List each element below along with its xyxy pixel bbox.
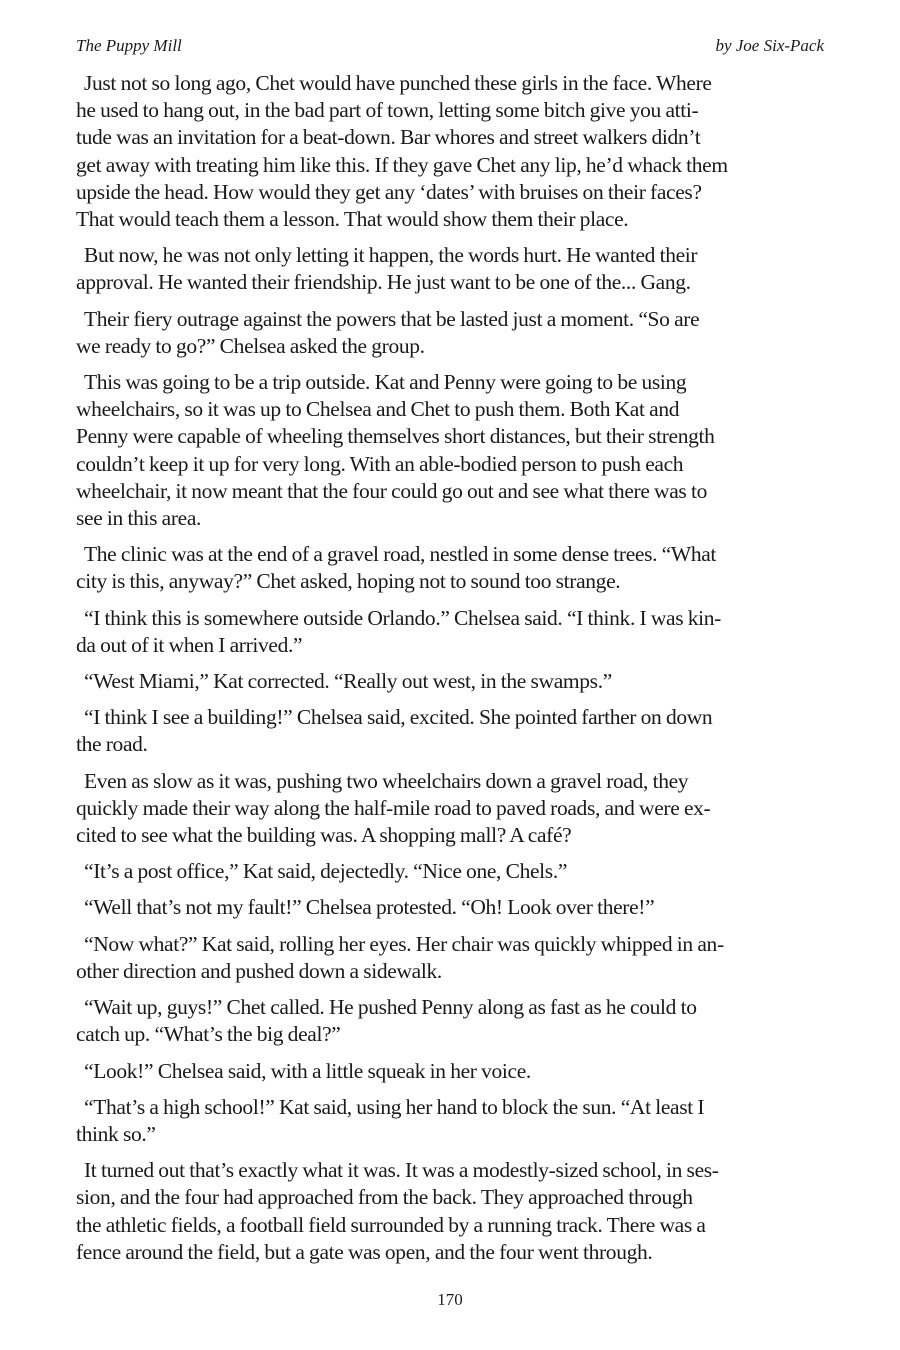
paragraph xyxy=(76,605,836,659)
text-line: the road. xyxy=(76,732,148,757)
text-line: Their fiery outrage against the powers that be lasted just a moment. “So are xyxy=(84,306,700,331)
text-line: “That’s a high school!” Kat said, using her hand to block the sun. “At least I xyxy=(84,1094,705,1119)
text-line: city is this, anyway?” Chet asked, hoping not to sound too strange. xyxy=(76,569,621,594)
text-line: the athletic fields, a football field surrounded by a running track. There was a xyxy=(76,1212,706,1237)
text-line: “Well that’s not my fault!” Chelsea protested. “Oh! Look over there!” xyxy=(84,895,655,920)
paragraph xyxy=(76,1094,836,1148)
paragraph xyxy=(76,858,836,885)
text-line: catch up. “What’s the big deal?” xyxy=(76,1022,341,1047)
text-line: wheelchairs, so it was up to Chelsea and Chet to push them. Both Kat and xyxy=(76,397,680,422)
text-line: other direction and pushed down a sidewalk. xyxy=(76,958,442,983)
paragraph xyxy=(76,668,836,695)
body-text xyxy=(76,70,836,1275)
page-number: 170 xyxy=(437,1290,463,1309)
text-line: “Wait up, guys!” Chet called. He pushed Penny along as fast as he could to xyxy=(84,995,697,1020)
text-line: we ready to go?” Chelsea asked the group. xyxy=(76,333,425,358)
text-line: sion, and the four had approached from the back. They approached through xyxy=(76,1185,693,1210)
text-line: wheelchair, it now meant that the four could go out and see what there was to xyxy=(76,478,707,503)
text-line: cited to see what the building was. A shopping mall? A café? xyxy=(76,823,572,848)
text-line: upside the head. How would they get any ‘dates’ with bruises on their faces? xyxy=(76,179,702,204)
book-author: by Joe Six-Pack xyxy=(715,36,824,55)
paragraph xyxy=(76,994,836,1048)
text-line: “Now what?” Kat said, rolling her eyes. Her chair was quickly whipped in an- xyxy=(84,931,724,956)
paragraph xyxy=(76,541,836,595)
text-line: “West Miami,” Kat corrected. “Really out west, in the swamps.” xyxy=(84,669,612,694)
text-line: But now, he was not only letting it happen, the words hurt. He wanted their xyxy=(84,243,698,268)
text-line: think so.” xyxy=(76,1121,156,1146)
paragraph xyxy=(76,70,836,233)
text-line: The clinic was at the end of a gravel road, nestled in some dense trees. “What xyxy=(84,542,717,567)
text-line: fence around the field, but a gate was open, and the four went through. xyxy=(76,1239,653,1264)
paragraph xyxy=(76,768,836,850)
text-line: That would teach them a lesson. That would show them their place. xyxy=(76,207,629,232)
paragraph xyxy=(76,369,836,532)
book-title: The Puppy Mill xyxy=(76,36,182,55)
text-line: “I think this is somewhere outside Orlando.” Chelsea said. “I think. I was kin- xyxy=(84,605,721,630)
text-line: “It’s a post office,” Kat said, dejectedly. “Nice one, Chels.” xyxy=(84,859,568,884)
text-line: he used to hang out, in the bad part of town, letting some bitch give you atti- xyxy=(76,98,699,123)
running-header xyxy=(76,36,824,60)
text-line: da out of it when I arrived.” xyxy=(76,632,303,657)
paragraph xyxy=(76,306,836,360)
text-line: Just not so long ago, Chet would have punched these girls in the face. Where xyxy=(84,71,712,95)
text-line: see in this area. xyxy=(76,506,202,531)
paragraph xyxy=(76,704,836,758)
text-line: “Look!” Chelsea said, with a little squeak in her voice. xyxy=(84,1058,531,1083)
paragraph xyxy=(76,1058,836,1085)
text-line: This was going to be a trip outside. Kat and Penny were going to be using xyxy=(84,370,687,395)
text-line: “I think I see a building!” Chelsea said, excited. She pointed farther on down xyxy=(84,705,713,730)
paragraph xyxy=(76,1157,836,1266)
paragraph xyxy=(76,931,836,985)
text-line: It turned out that’s exactly what it was. It was a modestly-sized school, in ses- xyxy=(84,1158,719,1183)
text-line: tude was an invitation for a beat-down. Bar whores and street walkers didn’t xyxy=(76,125,701,150)
paragraph xyxy=(76,242,836,296)
text-line: approval. He wanted their friendship. He just want to be one of the... Gang. xyxy=(76,270,691,295)
text-line: get away with treating him like this. If they gave Chet any lip, he’d whack them xyxy=(76,152,728,177)
text-line: couldn’t keep it up for very long. With an able-bodied person to push each xyxy=(76,451,684,476)
text-line: Even as slow as it was, pushing two wheelchairs down a gravel road, they xyxy=(84,768,689,793)
paragraph xyxy=(76,894,836,921)
text-line: quickly made their way along the half-mile road to paved roads, and were ex- xyxy=(76,795,711,820)
text-line: Penny were capable of wheeling themselves short distances, but their strength xyxy=(76,424,715,449)
